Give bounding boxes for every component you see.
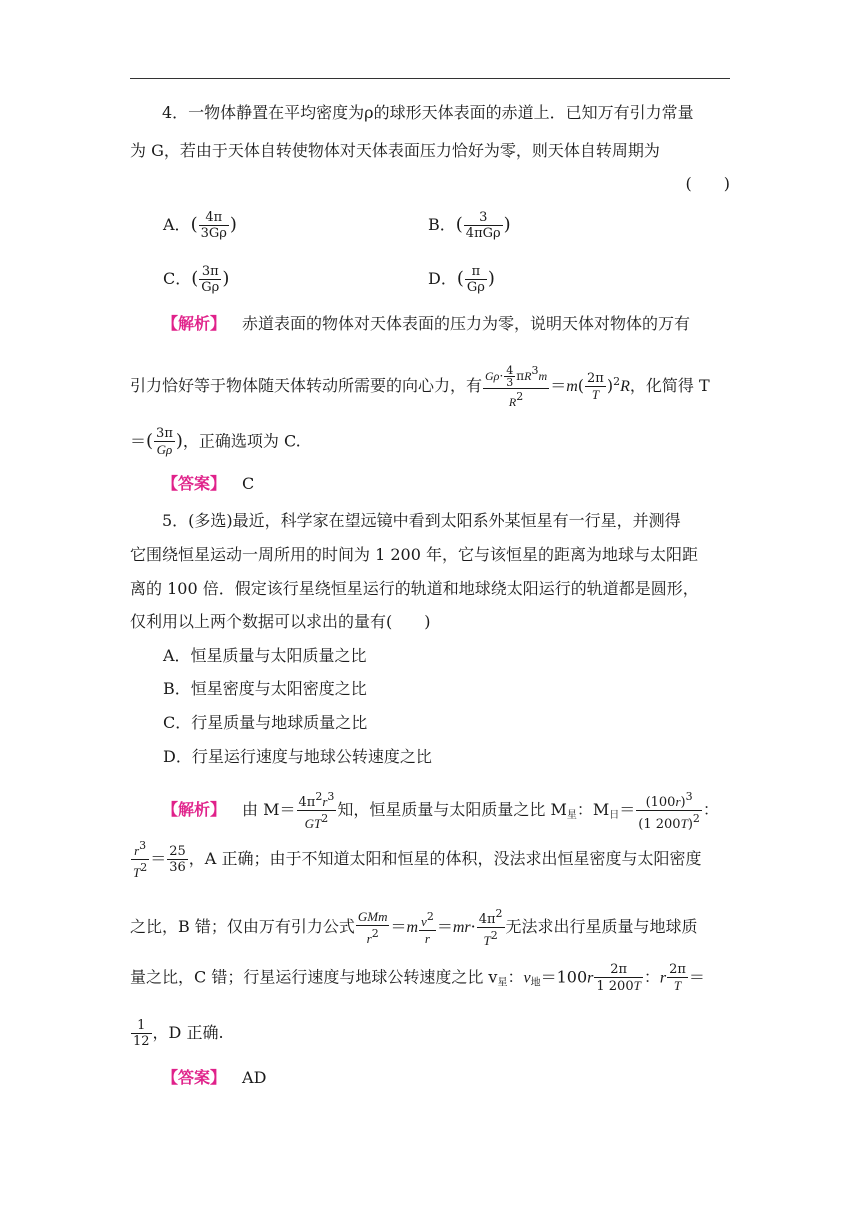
q4-stem-line1: 4．一物体静置在平均密度为ρ的球形天体表面的赤道上．已知万有引力常量 xyxy=(162,103,694,122)
q4-answer-line xyxy=(130,472,762,496)
q5-option-a[interactable]: A．恒星质量与太阳质量之比 xyxy=(163,646,367,665)
q5-answer-line xyxy=(130,1066,762,1090)
header-rule xyxy=(130,78,730,79)
q4-stem-line2: 为 G，若由于天体自转使物体对天体表面压力恰好为零，则天体自转周期为 xyxy=(130,141,660,160)
q5-analysis-line5: $\frac{1}{12}$ ，D 正确. xyxy=(133,1018,224,1049)
q5-analysis-tag: 【解析】 xyxy=(162,800,227,819)
q5-answer: AD xyxy=(242,1068,267,1087)
q5-analysis-line2: $\frac{r^3}{T^2}$ ＝ $\frac{25}{36}$ ，A 正确；由于不知道太阳和恒星的体积，没法求出恒星密度与太阳密度 xyxy=(133,839,702,880)
q5-analysis-line1: 【解析】 由 M＝ $\frac{4\pi^2r^3}{GT^2}$ 知，恒星质量与太阳质量之比 $M_星$：$M_日=$ $\frac{(100r)^3}{(1 200T)^2}$ ： xyxy=(162,790,719,832)
q4-option-c[interactable]: C．( $\frac{3\pi}{G\rho}$ ) xyxy=(163,264,230,295)
q5-stem-line4: 仅利用以上两个数据可以求出的量有( ) xyxy=(130,612,431,631)
q5-stem-line2: 它围绕恒星运动一周所用的时间为 1 200 年，它与该恒星的距离为地球与太阳距 xyxy=(130,545,698,564)
q4-answer: C xyxy=(242,474,255,493)
q5-analysis-line3: 之比，B 错；仅由万有引力公式 $\frac{\text{GMm}}{r^2}$ ＝m $\frac{v^2}{r}$ ＝mr· $\frac{4\pi^2}{T^2}$ 无法求出行星质量与地球质 xyxy=(130,907,698,948)
q4-analysis-line1: 【解析】 赤道表面的物体对天体表面的压力为零，说明天体对物体的万有 xyxy=(162,314,691,333)
q4-analysis-line3: ＝( $\frac{3\pi}{G\rho}$ )，正确选项为 C. xyxy=(130,426,301,457)
q5-option-b[interactable]: B．恒星密度与太阳密度之比 xyxy=(163,679,367,698)
q5-option-d[interactable]: D．行星运行速度与地球公转速度之比 xyxy=(163,747,432,766)
q5-answer-tag: 【答案】 xyxy=(162,1068,227,1087)
q5-stem-line3: 离的 100 倍．假定该行星绕恒星运行的轨道和地球绕太阳运行的轨道都是圆形， xyxy=(130,579,699,598)
q4-option-a[interactable]: A．( $\frac{4\pi}{3G\rho}$ ) xyxy=(163,210,237,241)
q4-analysis-tag: 【解析】 xyxy=(162,314,227,333)
q5-option-c[interactable]: C．行星质量与地球质量之比 xyxy=(163,713,368,732)
q4-option-d[interactable]: D．( $\frac{\pi}{G\rho}$ ) xyxy=(428,264,495,295)
q4-option-b[interactable]: B．( $\frac{3}{\text{4πGρ}}$ ) xyxy=(428,210,511,241)
q5-analysis-line4: 量之比，C 错；行星运行速度与地球公转速度之比 $v_星$：$v_地=100r$ $\frac{2\pi}{1 200T}$ ：r $\frac{2\pi}{T}$ ＝ xyxy=(130,962,705,994)
q4-answer-tag: 【答案】 xyxy=(162,474,227,493)
q4-analysis-line2: 引力恰好等于物体随天体转动所需要的向心力，有 Gρ· $\frac{4}{3}$ πR3m R2 ＝m( $\frac{2\pi}{T}$ )$^2$R，化简得 T xyxy=(130,364,710,409)
q4-bracket: ( ) xyxy=(685,174,730,193)
q5-stem-line1: 5．(多选)最近，科学家在望远镜中看到太阳系外某恒星有一行星，并测得 xyxy=(162,511,681,530)
